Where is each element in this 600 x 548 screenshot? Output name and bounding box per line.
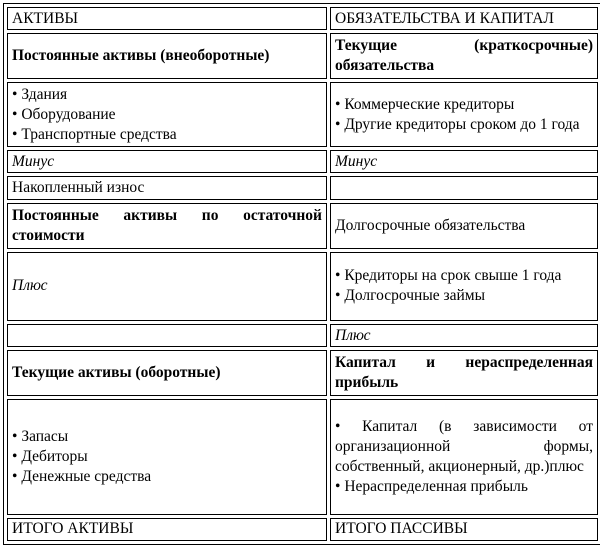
current-liabilities-title-text: Текущие (краткосрочные) обязательства <box>335 37 593 75</box>
fixed-assets-title: Постоянные активы (внеоборотные) <box>7 33 327 79</box>
list-item: • Капитал (в зависимости от организационной формы, собственный, акционерный, др.)плюс <box>335 417 593 477</box>
equity-title: Капитал и нераспределенная прибыль <box>330 350 598 396</box>
fixed-assets-residual-title: Постоянные активы по остаточной стоимости <box>7 203 327 249</box>
accumulated-depreciation: Накопленный износ <box>7 176 327 199</box>
plus-left: Плюс <box>7 252 327 321</box>
total-liabilities: ИТОГО ПАССИВЫ <box>330 518 598 541</box>
items-row-2 <box>7 399 598 515</box>
long-term-row <box>7 252 598 321</box>
empty-cell <box>330 176 598 199</box>
plus-row <box>7 324 598 347</box>
list-item: • Долгосрочные займы <box>335 286 593 306</box>
current-assets-title: Текущие активы (оборотные) <box>7 350 327 396</box>
current-assets-list <box>7 399 327 515</box>
list-item: • Оборудование <box>12 105 322 125</box>
balance-sheet-table <box>3 3 600 545</box>
total-assets: ИТОГО АКТИВЫ <box>7 518 327 541</box>
header-row <box>7 7 598 30</box>
list-item: • Дебиторы <box>12 447 322 467</box>
long-term-list <box>330 252 598 321</box>
section-row-2 <box>7 350 598 396</box>
section-row-1 <box>7 33 598 79</box>
assets-header: АКТИВЫ <box>7 7 327 30</box>
list-item: • Запасы <box>12 427 322 447</box>
liabilities-header: ОБЯЗАТЕЛЬСТВА И КАПИТАЛ <box>330 7 598 30</box>
totals-row <box>7 518 598 541</box>
list-item: • Другие кредиторы сроком до 1 года <box>335 115 593 135</box>
list-item: • Денежные средства <box>12 467 322 487</box>
long-term-liabilities: Долгосрочные обязательства <box>330 203 598 249</box>
minus-row <box>7 150 598 173</box>
depreciation-row <box>7 176 598 199</box>
current-liabilities-list <box>330 82 598 147</box>
list-item: • Коммерческие кредиторы <box>335 95 593 115</box>
residual-row <box>7 203 598 249</box>
equity-list <box>330 399 598 515</box>
minus-right: Минус <box>330 150 598 173</box>
minus-left: Минус <box>7 150 327 173</box>
list-item: • Кредиторы на срок свыше 1 года <box>335 266 593 286</box>
current-liabilities-title <box>330 33 598 79</box>
items-row-1 <box>7 82 598 147</box>
plus-right: Плюс <box>330 324 598 347</box>
fixed-assets-list <box>7 82 327 147</box>
list-item: • Транспортные средства <box>12 125 322 145</box>
list-item: • Нераспределенная прибыль <box>335 477 593 497</box>
list-item: • Здания <box>12 85 322 105</box>
empty-cell <box>7 324 327 347</box>
